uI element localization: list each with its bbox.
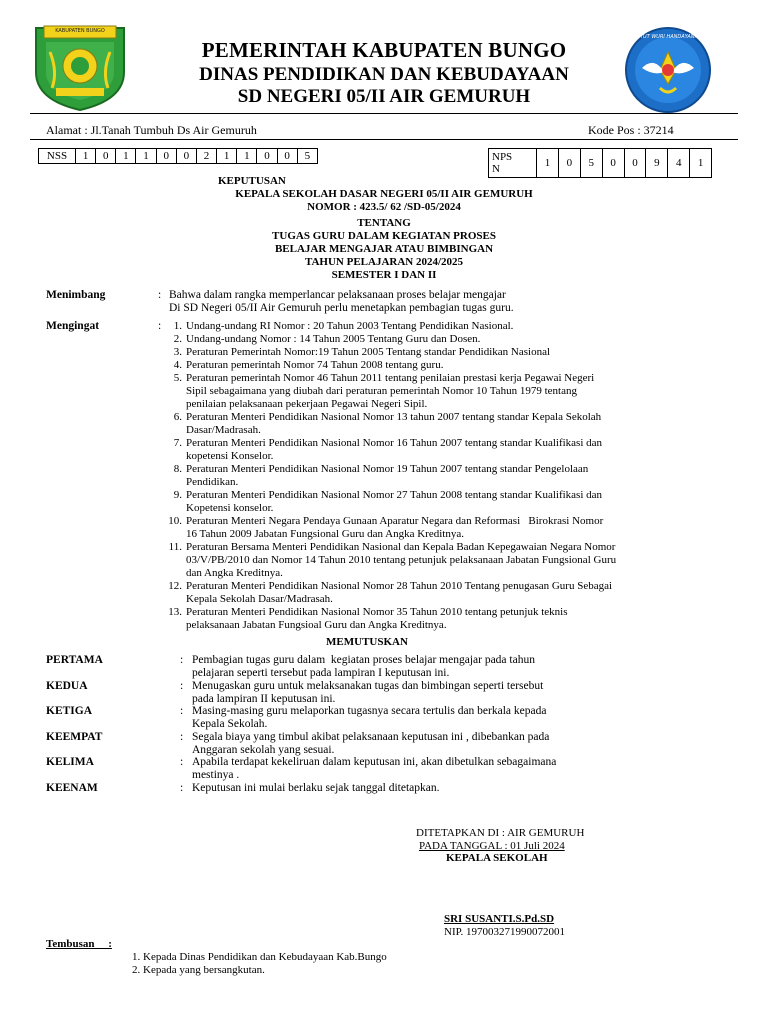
npsn-box: [488, 148, 712, 178]
decision-line: Apabila terdapat kekeliruan dalam keputusan ini, akan dibetulkan sebagaimana: [192, 756, 557, 769]
npsn-digit: 4: [668, 149, 690, 178]
decision-text: [192, 782, 440, 795]
header-divider-top: [30, 113, 738, 114]
mengingat-item-number: 5.: [173, 372, 182, 384]
decision-line: pada lampiran II keputusan ini.: [192, 692, 336, 705]
decision-line: mestinya .: [192, 769, 240, 782]
mengingat-item-line: Peraturan Bersama Menteri Pendidikan Nasional dan Kepala Badan Kepegawaian Negara Nomor: [186, 541, 616, 553]
mengingat-item-line: Peraturan Menteri Pendidikan Nasional Nomor 19 Tahun 2007 tentang standar Pengelolaan: [186, 463, 589, 475]
mengingat-item-text: [186, 346, 550, 359]
npsn-digit: 0: [602, 149, 624, 178]
mengingat-item-number: 2.: [173, 333, 182, 345]
decision-line: pelajaran seperti tersebut pada lampiran I keputusan ini.: [192, 667, 450, 679]
mengingat-item-line: penilaian pelaksanaan pekerjaan Pegawai Negeri Sipil.: [186, 398, 428, 410]
nss-digit: 0: [176, 149, 196, 164]
mengingat-item-text: [186, 489, 602, 515]
regency-logo-text: KABUPATEN BUNGO: [55, 28, 105, 34]
mengingat-item-line: Sipil sebagaimana yang diubah dari peraturan pemerintah Nomor 10 Tahun 1979 tentang: [186, 385, 577, 397]
mengingat-item-line: Peraturan Menteri Pendidikan Nasional Nomor 16 Tahun 2007 tentang standar Kualifikasi dan: [186, 437, 603, 449]
decision-line: Keputusan ini mulai berlaku sejak tanggal ditetapkan.: [192, 781, 440, 794]
header-department-name: DINAS PENDIDIKAN DAN KEBUDAYAAN: [199, 64, 569, 85]
nss-box: [38, 148, 318, 164]
nss-digit: 2: [196, 149, 216, 164]
decision-colon: :: [180, 705, 184, 718]
nss-digit: 0: [156, 149, 176, 164]
decision-text: [192, 680, 543, 706]
mengingat-item-text: [186, 320, 513, 333]
nss-label: NSS: [39, 149, 76, 164]
mengingat-item: [160, 489, 720, 515]
mengingat-item-line: kopetensi Konselor.: [186, 450, 274, 462]
decision-label: KEEMPAT: [46, 730, 103, 743]
header-school-name: SD NEGERI 05/II AIR GEMURUH: [237, 86, 531, 107]
decree-about: TENTANG: [357, 217, 411, 229]
nss-digit: 1: [217, 149, 237, 164]
mengingat-item-number: 6.: [173, 411, 182, 423]
mengingat-item-number: 13.: [168, 606, 182, 618]
signature-date: PADA TANGGAL : 01 Juli 2024: [419, 840, 565, 852]
decision-text: [192, 756, 556, 782]
npsn-digit: 0: [558, 149, 580, 178]
mengingat-item-line: Undang-undang Nomor : 14 Tahun 2005 Tentang Guru dan Dosen.: [186, 333, 481, 345]
mengingat-item-text: [186, 541, 616, 580]
decision-line: Masing-masing guru melaporkan tugasnya secara tertulis dan berkala kepada: [192, 705, 547, 718]
postal-code: Kode Pos : 37214: [588, 123, 674, 137]
mengingat-item-line: Pendidikan.: [186, 476, 239, 488]
mengingat-item-number: 11.: [168, 541, 182, 553]
decision-colon: :: [180, 756, 184, 769]
mengingat-item-line: dan Angka Kreditnya.: [186, 567, 283, 579]
mengingat-item: [160, 463, 720, 489]
mengingat-item-line: Peraturan pemerintah Nomor 46 Tahun 2011 tentang penilaian prestasi kerja Pegawai Negeri: [186, 372, 595, 384]
decree-heading: KEPUTUSAN: [218, 175, 286, 187]
mengingat-item-line: Dasar/Madrasah.: [186, 424, 261, 436]
mengingat-item-text: [186, 372, 594, 411]
mengingat-item: [160, 541, 720, 580]
mengingat-item-text: [186, 411, 601, 437]
decree-subject-line1: TUGAS GURU DALAM KEGIATAN PROSES: [272, 230, 496, 242]
decree-academic-year: TAHUN PELAJARAN 2024/2025: [304, 256, 464, 268]
mengingat-item-line: Peraturan Menteri Pendidikan Nasional Nomor 13 tahun 2007 tentang standar Kepala Sekolah: [186, 411, 602, 423]
mengingat-item-number: 10.: [168, 515, 182, 527]
nss-digit: 1: [116, 149, 136, 164]
mengingat-item-line: 03/V/PB/2010 dan Nomor 14 Tahun 2010 tentang petunjuk pelaksanaan Jabatan Fungsional Guru: [186, 554, 617, 566]
mengingat-item-text: [186, 359, 443, 372]
mengingat-item: [160, 580, 720, 606]
mengingat-item-line: Kepala Sekolah Dasar/Madrasah.: [186, 593, 333, 605]
menimbang-label: Menimbang: [46, 289, 106, 301]
mengingat-item-number: 8.: [173, 463, 182, 475]
signatory-nip: NIP. 197003271990072001: [444, 926, 566, 938]
mengingat-item: [160, 372, 720, 411]
decree-semester: SEMESTER I DAN II: [331, 269, 437, 281]
decision-colon: :: [180, 730, 184, 743]
mengingat-item-text: [186, 515, 603, 541]
npsn-label: [489, 149, 537, 178]
mengingat-item-number: 7.: [173, 437, 182, 449]
decision-colon: :: [180, 654, 184, 666]
menimbang-colon: :: [158, 289, 162, 301]
decision-line: Menugaskan guru untuk melaksanakan tugas dan bimbingan seperti tersebut: [192, 679, 544, 692]
decision-text: [192, 731, 549, 757]
decision-label: KEENAM: [46, 781, 98, 794]
decision-label: PERTAMA: [46, 654, 103, 666]
nss-digit: 0: [257, 149, 277, 164]
npsn-label-line1: NPS: [492, 151, 513, 163]
mengingat-item-line: Peraturan Menteri Negara Pendaya Gunaan Aparatur Negara dan Reformasi Birokrasi Nomor: [186, 515, 604, 527]
nss-digit: 1: [237, 149, 257, 164]
mengingat-item-line: Peraturan Menteri Pendidikan Nasional Nomor 28 Tahun 2010 Tentang penugasan Guru Sebagai: [186, 580, 613, 592]
decision-item: [0, 756, 768, 782]
npsn-label-line2: N: [492, 163, 500, 175]
mengingat-item-text: [186, 580, 612, 606]
mengingat-item-number: 1.: [173, 320, 182, 332]
mengingat-item-number: 3.: [173, 346, 182, 358]
decision-label: KELIMA: [46, 756, 94, 769]
mengingat-item-line: 16 Tahun 2009 Jabatan Fungsional Guru dan Angka Kreditnya.: [186, 528, 464, 540]
decision-line: Anggaran sekolah yang sesuai.: [192, 743, 335, 756]
mengingat-item-number: 9.: [173, 489, 182, 501]
header-government-name: PEMERINTAH KABUPATEN BUNGO: [201, 38, 567, 62]
nss-digit: 0: [277, 149, 297, 164]
mengingat-item-line: Kopetensi konselor.: [186, 502, 274, 514]
mengingat-item: [160, 606, 720, 632]
decision-line: Segala biaya yang timbul akibat pelaksanaan keputusan ini , dibebankan pada: [192, 730, 550, 743]
decision-line: Kepala Sekolah.: [192, 718, 268, 731]
mengingat-item: [160, 515, 720, 541]
memutuskan-heading: MEMUTUSKAN: [326, 636, 408, 648]
mengingat-item-number: 12.: [168, 580, 182, 592]
mengingat-item-line: Undang-undang RI Nomor : 20 Tahun 2003 Tentang Pendidikan Nasional.: [186, 320, 514, 332]
decree-number: NOMOR : 423.5/ 62 /SD-05/2024: [307, 201, 461, 213]
decision-item: [0, 731, 768, 757]
tembusan-item: 2. Kepada yang bersangkutan.: [132, 964, 265, 976]
nss-digit: 5: [297, 149, 317, 164]
decision-item: [0, 680, 768, 706]
mengingat-item: [160, 359, 720, 372]
npsn-digit: 1: [537, 149, 559, 178]
mengingat-item-line: Peraturan Menteri Pendidikan Nasional Nomor 35 Tahun 2010 tentang petunjuk teknis: [186, 606, 568, 618]
tut-wuri-logo-text: TUT WURI HANDAYANI: [640, 34, 696, 40]
mengingat-list: [160, 320, 720, 632]
mengingat-item: [160, 411, 720, 437]
decree-issuer: KEPALA SEKOLAH DASAR NEGERI 05/II AIR GEMURUH: [235, 188, 533, 200]
npsn-digit: 5: [580, 149, 602, 178]
decision-colon: :: [180, 679, 184, 692]
mengingat-colon: :: [158, 320, 162, 332]
mengingat-item-number: 4.: [173, 359, 182, 371]
mengingat-item-text: [186, 437, 602, 463]
school-address: Alamat : Jl.Tanah Tumbuh Ds Air Gemuruh: [46, 123, 257, 137]
mengingat-item: [160, 320, 720, 333]
mengingat-item-text: [186, 606, 568, 632]
nss-digit: 0: [96, 149, 116, 164]
header-divider-bottom: [30, 139, 738, 140]
signature-place: DITETAPKAN DI : AIR GEMURUH: [416, 827, 585, 839]
nss-digit: 1: [136, 149, 156, 164]
decision-item: [0, 782, 768, 808]
mengingat-item-line: pelaksanaan Jabatan Fungsioal Guru dan Angka Kreditnya.: [186, 619, 447, 631]
mengingat-item-line: Peraturan Menteri Pendidikan Nasional Nomor 27 Tahun 2008 tentang standar Kualifikasi dan: [186, 489, 603, 501]
tembusan-label: Tembusan :: [46, 938, 112, 950]
decision-item: [0, 654, 768, 680]
decree-subject-line2: BELAJAR MENGAJAR ATAU BIMBINGAN: [274, 243, 494, 255]
mengingat-item: [160, 437, 720, 463]
mengingat-item-line: Peraturan pemerintah Nomor 74 Tahun 2008 tentang guru.: [186, 359, 444, 371]
tembusan-item: 1. Kepada Dinas Pendidikan dan Kebudayaan Kab.Bungo: [132, 951, 387, 963]
decision-text: [192, 705, 546, 731]
decision-label: KETIGA: [46, 705, 93, 718]
signatory-name: SRI SUSANTI.S.Pd.SD: [444, 913, 555, 925]
mengingat-label: Mengingat: [46, 320, 100, 332]
decision-item: [0, 705, 768, 731]
mengingat-item-line: Peraturan Pemerintah Nomor:19 Tahun 2005 Tentang standar Pendidikan Nasional: [186, 346, 551, 358]
menimbang-text-line1: Bahwa dalam rangka memperlancar pelaksanaan proses belajar mengajar: [169, 289, 506, 301]
decision-colon: :: [180, 781, 184, 794]
npsn-digit: 9: [646, 149, 668, 178]
mengingat-item-text: [186, 333, 480, 346]
signature-position: KEPALA SEKOLAH: [446, 852, 548, 864]
menimbang-text-line2: Di SD Negeri 05/II Air Gemuruh perlu menetapkan pembagian tugas guru.: [169, 302, 514, 314]
mengingat-item: [160, 333, 720, 346]
decisions-list: [0, 654, 768, 808]
mengingat-item: [160, 346, 720, 359]
mengingat-item-text: [186, 463, 588, 489]
nss-digit: 1: [76, 149, 96, 164]
npsn-digit: 1: [690, 149, 712, 178]
npsn-digit: 0: [624, 149, 646, 178]
decision-text: [192, 654, 535, 680]
decision-label: KEDUA: [46, 679, 88, 692]
decision-line: Pembagian tugas guru dalam kegiatan proses belajar mengajar pada tahun: [192, 654, 535, 666]
